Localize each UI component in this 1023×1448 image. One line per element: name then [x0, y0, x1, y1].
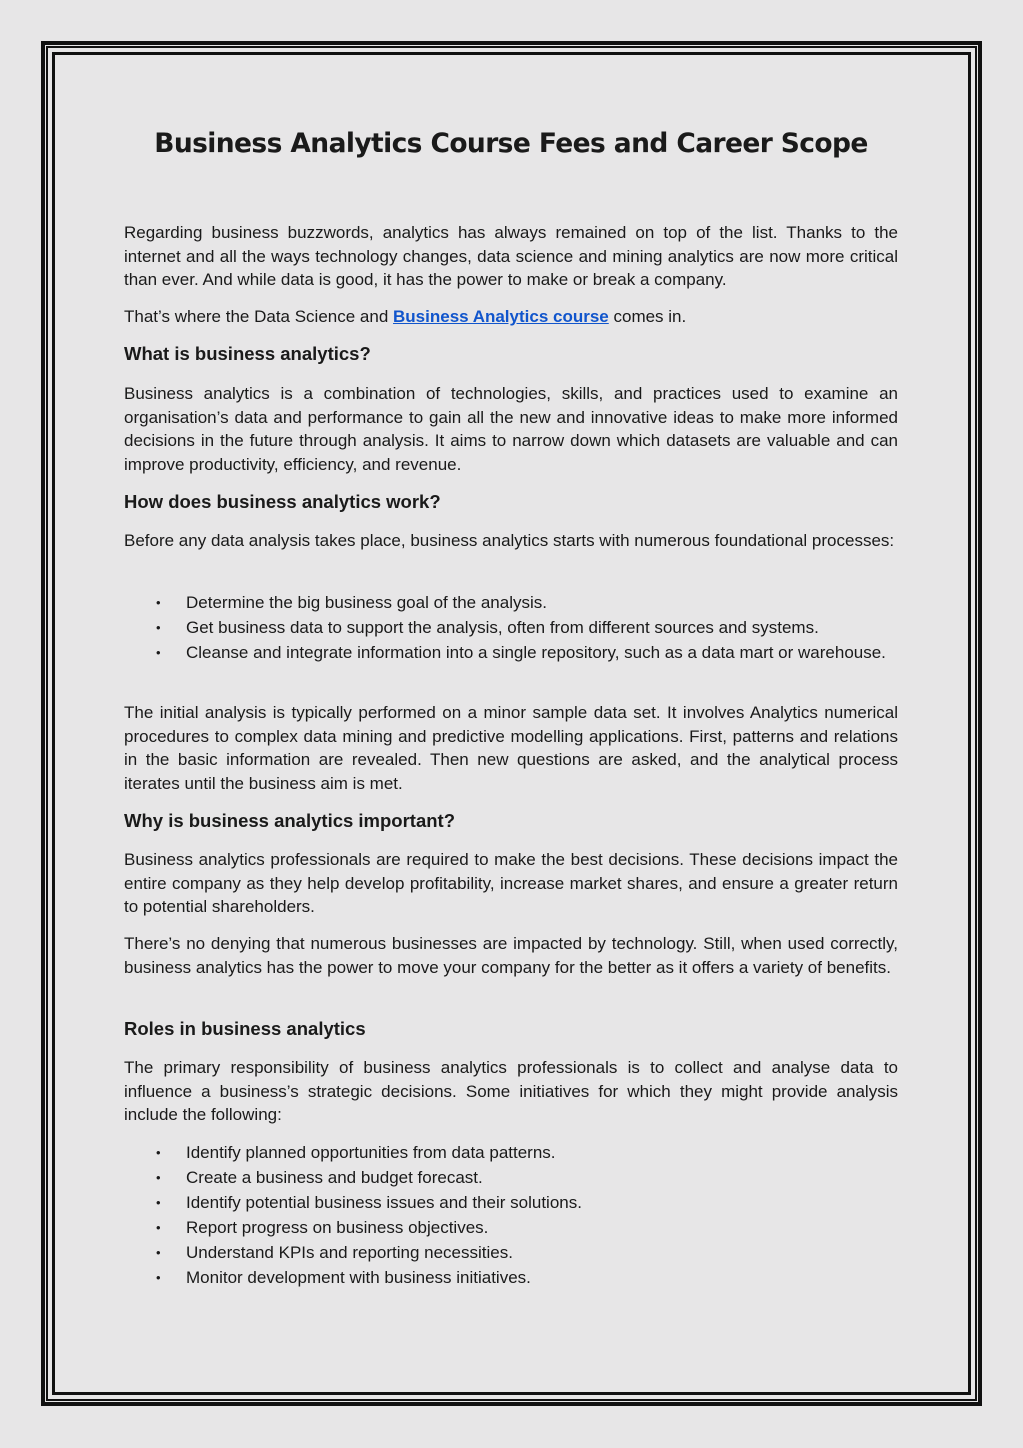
list-item-text: Get business data to support the analysis, often from different sources and systems.: [186, 618, 819, 637]
list-item-text: Identify planned opportunities from data patterns.: [186, 1143, 556, 1162]
list-item: [124, 1166, 898, 1190]
list-item-text: Identify potential business issues and their solutions.: [186, 1193, 582, 1212]
list-item: [124, 1266, 898, 1290]
intro-course-paragraph: [124, 305, 898, 329]
heading-why-important: Why is business analytics important?: [124, 810, 456, 831]
bullet-icon: •: [156, 1270, 161, 1285]
bullet-icon: •: [156, 1220, 161, 1235]
business-analytics-course-link[interactable]: Business Analytics course: [393, 307, 609, 326]
intro-course-text-after: comes in.: [608, 307, 687, 326]
list-item: [124, 1191, 898, 1215]
list-item: [124, 1216, 898, 1240]
list-item-text: Determine the big business goal of the analysis.: [186, 593, 547, 612]
how-works-paragraph: Before any data analysis takes place, business analytics starts with numerous foundational processes:: [124, 531, 895, 550]
how-works-list: [124, 591, 898, 666]
heading-what-is: What is business analytics?: [124, 343, 371, 364]
bullet-icon: •: [156, 645, 161, 660]
list-item: [124, 1241, 898, 1265]
why-important-paragraph-2: There’s no denying that numerous businesses are impacted by technology. Still, when used correctly, business analytics has the power to move your company for the better as it offers a variety of benefits.: [124, 934, 898, 977]
intro-course-text-before: That’s where the Data Science and: [124, 307, 394, 326]
list-item: [124, 1141, 898, 1165]
bullet-icon: •: [156, 1195, 161, 1210]
bullet-icon: •: [156, 1245, 161, 1260]
list-item: [124, 616, 898, 640]
list-item-text: Create a business and budget forecast.: [186, 1168, 483, 1187]
list-item: [124, 641, 898, 665]
list-item-text: Cleanse and integrate information into a single repository, such as a data mart or warehouse.: [186, 643, 886, 662]
what-is-paragraph: Business analytics is a combination of technologies, skills, and practices used to examine an organisation’s data and performance to gain all the new and innovative ideas to make more informed decisions in the future through analysis. It aims to narrow down which datasets are valuable and can improve productivity, efficiency, and revenue.: [124, 384, 898, 474]
list-item-text: Report progress on business objectives.: [186, 1218, 489, 1237]
roles-list: [124, 1141, 898, 1291]
bullet-icon: •: [156, 620, 161, 635]
bullet-icon: •: [156, 1145, 161, 1160]
list-item: [124, 591, 898, 615]
why-important-paragraph-1: Business analytics professionals are required to make the best decisions. These decisions impact the entire company as they help develop profitability, increase market shares, and ensure a greater return to potential shareholders.: [124, 850, 898, 916]
bullet-icon: •: [156, 1170, 161, 1185]
roles-paragraph: The primary responsibility of business analytics professionals is to collect and analyse data to influence a business’s strategic decisions. Some initiatives for which they might provide analysis include the following:: [124, 1058, 898, 1124]
bullet-icon: •: [156, 595, 161, 610]
intro-paragraph: Regarding business buzzwords, analytics has always remained on top of the list. Thanks to the internet and all the ways technology changes, data science and mining analytics are now more critical than ever. And while data is good, it has the power to make or break a company.: [124, 223, 898, 289]
heading-roles: Roles in business analytics: [124, 1018, 366, 1039]
heading-how-works: How does business analytics work?: [124, 491, 441, 512]
list-item-text: Understand KPIs and reporting necessities.: [186, 1243, 513, 1262]
document-title: Business Analytics Course Fees and Career Scope: [154, 128, 868, 159]
list-item-text: Monitor development with business initiatives.: [186, 1268, 531, 1287]
initial-analysis-paragraph: The initial analysis is typically performed on a minor sample data set. It involves Analytics numerical procedures to complex data mining and predictive modelling applications. First, patterns and relations in the basic information are revealed. Then new questions are asked, and the analytical process iterates until the business aim is met.: [124, 703, 898, 793]
